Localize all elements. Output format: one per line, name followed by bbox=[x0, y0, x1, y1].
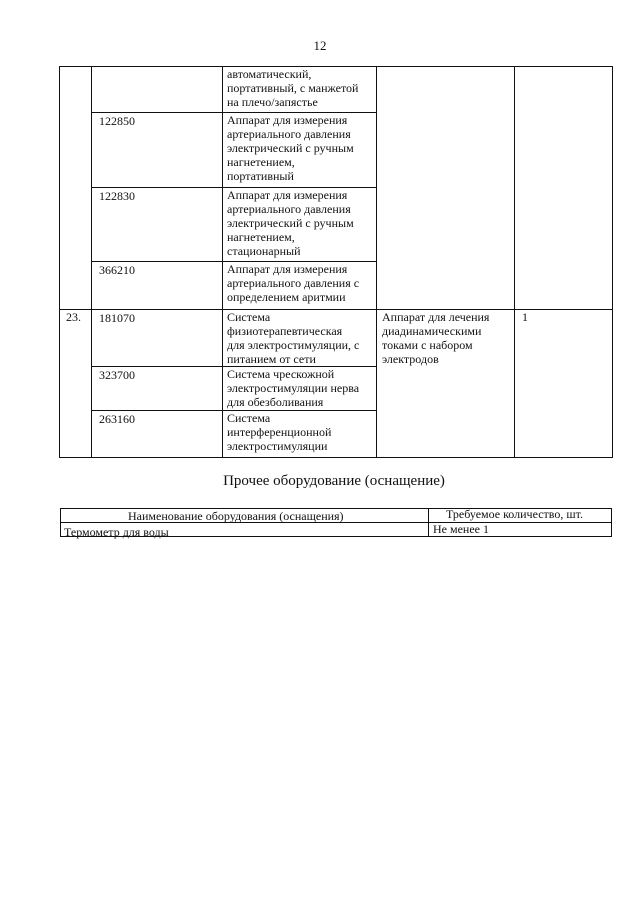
row-number: 23. bbox=[66, 310, 81, 324]
other-header-name: Наименование оборудования (оснащения) bbox=[128, 509, 344, 523]
device-name-line: Аппарат для измерения bbox=[227, 262, 348, 276]
table-rule bbox=[376, 66, 377, 458]
table-rule bbox=[514, 66, 515, 458]
device-name bbox=[227, 67, 358, 109]
device-name-line: интерференционной bbox=[227, 425, 332, 439]
table-rule bbox=[91, 66, 92, 458]
device-name-line: артериального давления bbox=[227, 127, 351, 141]
device-code: 122850 bbox=[99, 114, 135, 128]
device-name-line: на плечо/запястье bbox=[227, 95, 318, 109]
device-name bbox=[227, 262, 359, 304]
other-header-qty: Требуемое количество, шт. bbox=[446, 507, 583, 521]
device-code: 122830 bbox=[99, 189, 135, 203]
table-rule bbox=[59, 66, 60, 458]
device-name-line: нагнетением, bbox=[227, 155, 295, 169]
device-name bbox=[227, 113, 354, 183]
group-23-device bbox=[382, 310, 489, 366]
device-name-line: нагнетением, bbox=[227, 230, 295, 244]
device-code: 181070 bbox=[99, 311, 135, 325]
device-name-line: автоматический, bbox=[227, 67, 312, 81]
group-23-device-line: Аппарат для лечения bbox=[382, 310, 490, 324]
group-23-device-line: токами с набором bbox=[382, 338, 473, 352]
device-code: 323700 bbox=[99, 368, 135, 382]
group-23-quantity: 1 bbox=[522, 310, 528, 324]
device-name-line: физиотерапевтическая bbox=[227, 324, 343, 338]
device-name-line: электрический с ручным bbox=[227, 141, 354, 155]
device-name-line: Система чрескожной bbox=[227, 367, 335, 381]
device-name-line: электростимуляции нерва bbox=[227, 381, 360, 395]
other-row-name: Термометр для воды bbox=[64, 525, 169, 539]
device-name-line: электрический с ручным bbox=[227, 216, 354, 230]
group-23-device-line: электродов bbox=[382, 352, 439, 366]
device-name-line: электростимуляции bbox=[227, 439, 328, 453]
device-name-line: Аппарат для измерения bbox=[227, 113, 348, 127]
device-name bbox=[227, 188, 354, 258]
device-name-line: питанием от сети bbox=[227, 352, 316, 366]
other-equipment-title: Прочее оборудование (оснащение) bbox=[223, 473, 445, 489]
device-name bbox=[227, 367, 359, 409]
device-name bbox=[227, 310, 359, 366]
other-row-qty: Не менее 1 bbox=[433, 522, 489, 536]
device-name-line: стационарный bbox=[227, 244, 301, 258]
device-name-line: Система bbox=[227, 411, 271, 425]
table-rule bbox=[59, 457, 613, 458]
device-code: 263160 bbox=[99, 412, 135, 426]
device-name-line: портативный, с манжетой bbox=[227, 81, 359, 95]
table-rule bbox=[612, 66, 613, 458]
device-code: 366210 bbox=[99, 263, 135, 277]
group-23-device-line: диадинамическими bbox=[382, 324, 482, 338]
page-number: 12 bbox=[313, 38, 327, 53]
device-name-line: портативный bbox=[227, 169, 294, 183]
table-rule bbox=[222, 66, 223, 458]
device-name bbox=[227, 411, 331, 453]
device-name-line: артериального давления с bbox=[227, 276, 360, 290]
device-name-line: Аппарат для измерения bbox=[227, 188, 348, 202]
device-name-line: определением аритмии bbox=[227, 290, 346, 304]
device-name-line: Система bbox=[227, 310, 271, 324]
device-name-line: артериального давления bbox=[227, 202, 351, 216]
device-name-line: для обезболивания bbox=[227, 395, 324, 409]
device-name-line: для электростимуляции, с bbox=[227, 338, 360, 352]
